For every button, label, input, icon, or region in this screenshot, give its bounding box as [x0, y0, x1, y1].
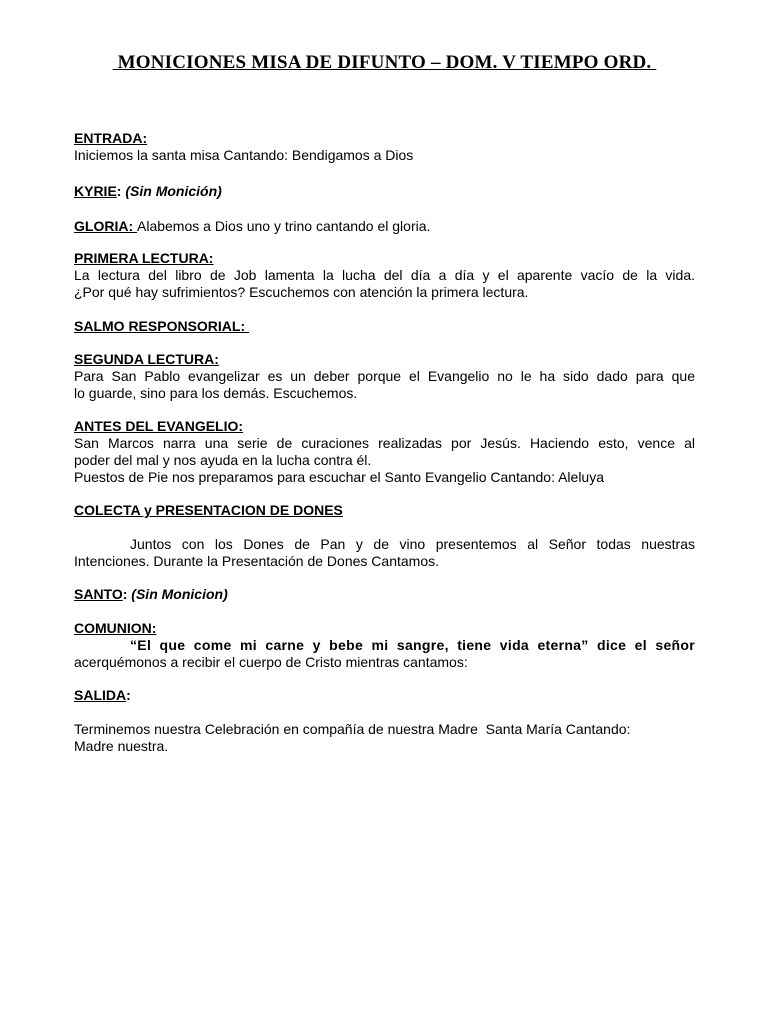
text-colecta-line2: Intenciones. Durante la Presentación de Dones Cantamos.: [74, 553, 439, 569]
heading-entrada: ENTRADA:: [74, 130, 148, 146]
heading-segunda-lectura: SEGUNDA LECTURA:: [74, 351, 219, 367]
section-colecta: [74, 502, 695, 570]
section-salmo: [74, 318, 695, 335]
salida-colon: :: [126, 687, 131, 703]
section-salida: [74, 687, 695, 704]
kyrie-colon: :: [116, 183, 122, 199]
heading-antes-evangelio: ANTES DEL EVANGELIO:: [74, 418, 244, 434]
text-salida-line1: Terminemos nuestra Celebración en compañía de nuestra Madre Santa María Cantando:: [74, 721, 631, 737]
santo-note: (Sin Monicion): [127, 586, 228, 602]
text-antes-evangelio-line1: San Marcos narra una serie de curaciones realizadas por Jesús. Haciendo esto, vence al: [74, 435, 695, 451]
heading-salida: SALIDA: [74, 687, 127, 703]
section-kyrie: [74, 183, 695, 200]
text-comunion-line2: acerquémonos a recibir el cuerpo de Cristo mientras cantamos:: [74, 654, 468, 670]
heading-primera-lectura: PRIMERA LECTURA:: [74, 250, 214, 266]
text-antes-evangelio-line3: Puestos de Pie nos preparamos para escuchar el Santo Evangelio Cantando: Aleluya: [74, 469, 605, 485]
heading-colecta: COLECTA y PRESENTACION DE DONES: [74, 502, 343, 518]
section-gloria: [74, 218, 695, 235]
text-entrada: Iniciemos la santa misa Cantando: Bendigamos a Dios: [74, 147, 414, 163]
heading-gloria: GLORIA:: [74, 218, 137, 234]
section-primera-lectura: [74, 250, 695, 301]
text-segunda-lectura-line1: Para San Pablo evangelizar es un deber porque el Evangelio no le ha sido dado para que: [74, 368, 695, 384]
text-gloria: Alabemos a Dios uno y trino cantando el gloria.: [137, 218, 431, 234]
heading-comunion: COMUNION:: [74, 620, 157, 636]
text-primera-lectura-line1: La lectura del libro de Job lamenta la lucha del día a día y el aparente vacío de la vida.: [74, 267, 695, 283]
section-segunda-lectura: [74, 351, 695, 402]
section-antes-evangelio: [74, 418, 695, 486]
text-salida-line2: Madre nuestra.: [74, 738, 169, 754]
kyrie-note: (Sin Monición): [121, 183, 222, 199]
section-salida-body: [74, 721, 695, 755]
text-comunion-quote: “El que come mi carne y bebe mi sangre, tiene vida eterna” dice el señor: [130, 637, 695, 653]
text-segunda-lectura-line2: lo guarde, sino para los demás. Escuchemos.: [74, 385, 358, 401]
heading-kyrie: KYRIE: [74, 183, 117, 199]
text-colecta-line1: Juntos con los Dones de Pan y de vino presentemos al Señor todas nuestras: [130, 536, 695, 552]
text-antes-evangelio-line2: poder del mal y nos ayuda en la lucha contra él.: [74, 452, 372, 468]
document-title: MONICIONES MISA DE DIFUNTO – DOM. V TIEMPO ORD.: [112, 52, 657, 73]
santo-colon: :: [122, 586, 128, 602]
section-entrada: [74, 130, 695, 164]
heading-salmo: SALMO RESPONSORIAL:: [74, 318, 250, 334]
heading-santo: SANTO: [74, 586, 123, 602]
section-comunion: [74, 620, 695, 671]
section-santo: [74, 586, 695, 603]
text-primera-lectura-line2: ¿Por qué hay sufrimientos? Escuchemos con atención la primera lectura.: [74, 284, 529, 300]
